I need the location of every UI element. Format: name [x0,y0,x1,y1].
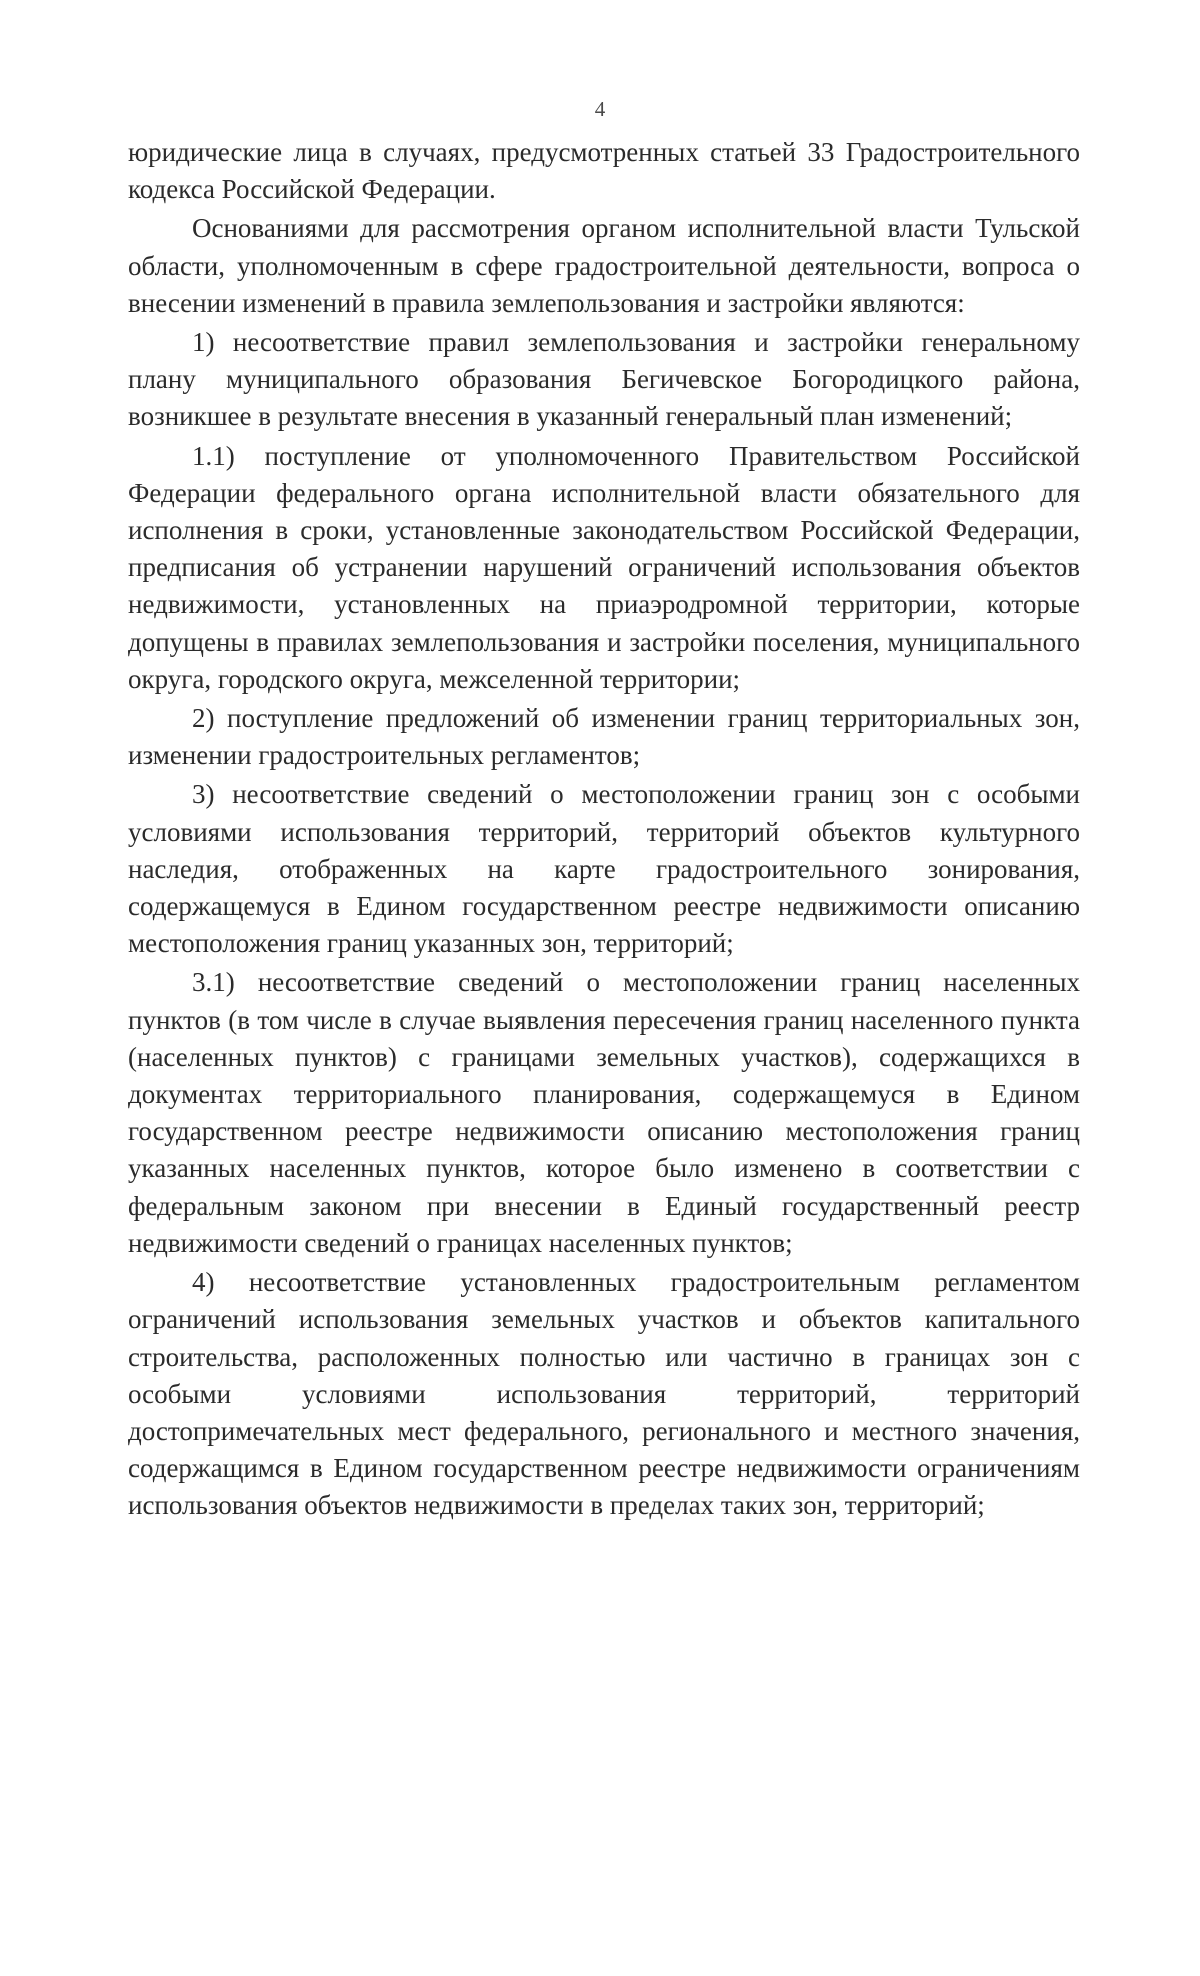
paragraph-item-2: 2) поступление предложений об изменении границ территориальных зон, изменении градостроительных регламентов; [128,703,1080,771]
paragraph-grounds-intro: Основаниями для рассмотрения органом исполнительной власти Тульской области, уполномоченным в сфере градостроительной деятельности, вопроса о внесении изменений в правила землепользования и застройки являются: [128,213,1080,318]
paragraph-item-4: 4) несоответствие установленных градостроительным регламентом ограничений использования земельных участков и объектов капитального строительства, расположенных полностью или частично в границах зон с особыми условиями использования территорий, территорий достопримечательных мест федерального, регионального и местного значения, содержащимся в Едином государственном реестре недвижимости ограничениям использования объектов недвижимости в пределах таких зон, территорий; [128,1267,1080,1521]
page-number: 4 [594,97,606,121]
paragraph-item-1-1: 1.1) поступление от уполномоченного Правительством Российской Федерации федерального органа исполнительной власти обязательного для исполнения в сроки, установленные законодательством Российской Федерации, предписания об устранении нарушений ограничений использования объектов недвижимости, установленных на приаэродромной территории, которые допущены в правилах землепользования и застройки поселения, муниципального округа, городского округа, межселенной территории; [128,440,1080,694]
paragraph-item-1: 1) несоответствие правил землепользования и застройки генеральному плану муниципального образования Бегичевское Богородицкого района, возникшее в результате внесения в указанный генеральный план изменений; [128,327,1080,432]
paragraph-item-3: 3) несоответствие сведений о местоположении границ зон с особыми условиями использования территорий, территорий объектов культурного наследия, отображенных на карте градостроительного зонирования, содержащемуся в Едином государственном реестре недвижимости описанию местоположения границ указанных зон, территорий; [128,779,1080,959]
document-body [128,134,1080,1525]
paragraph-item-3-1: 3.1) несоответствие сведений о местоположении границ населенных пунктов (в том числе в случае выявления пересечения границ населенного пункта (населенных пунктов) с границами земельных участков), содержащихся в документах территориального планирования, содержащемуся в Едином государственном реестре недвижимости описанию местоположения границ указанных населенных пунктов, которое было изменено в соответствии с федеральным законом при внесении в Единый государственный реестр недвижимости сведений о границах населенных пунктов; [128,967,1080,1258]
paragraph-continuation: юридические лица в случаях, предусмотренных статьей 33 Градостроительного кодекса Российской Федерации. [128,137,1080,205]
